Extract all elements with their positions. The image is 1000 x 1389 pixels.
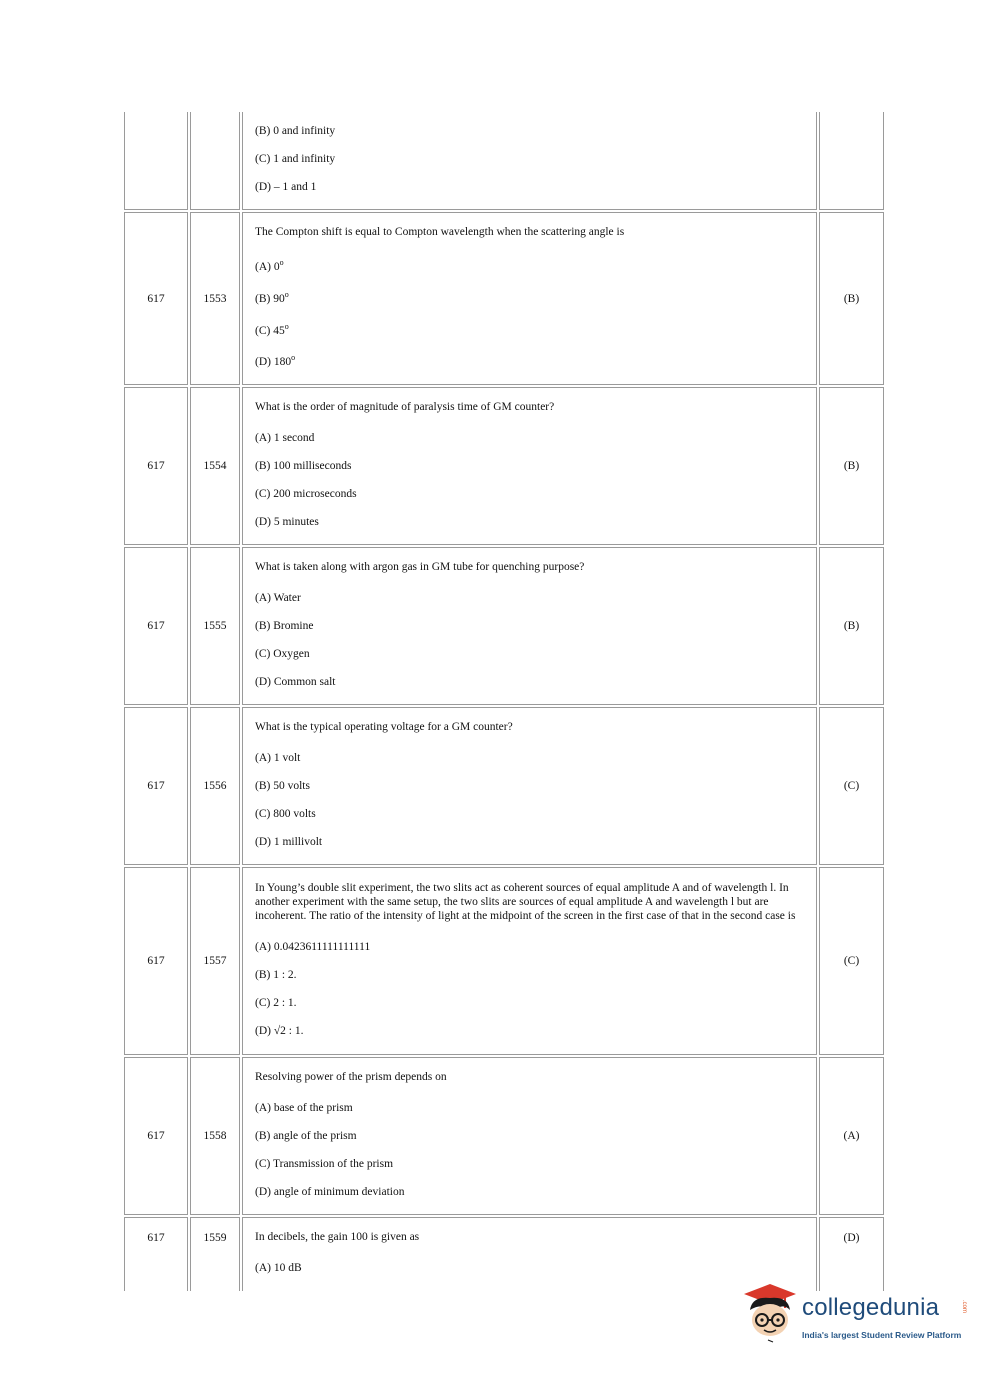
- question-text: The Compton shift is equal to Compton wavelength when the scattering angle is: [255, 226, 625, 238]
- option-c: (C) 45$^o$: [255, 321, 289, 337]
- option-a: (A) 0.0423611111111111: [255, 941, 371, 954]
- question-text: What is taken along with argon gas in GM tube for quenching purpose?: [255, 561, 585, 574]
- option-d: (D) – 1 and 1: [255, 181, 317, 193]
- option-b: (B) 90$^o$: [255, 289, 289, 305]
- question-id-cell: 1558: [190, 1057, 240, 1215]
- option-a: (A) Water: [255, 592, 301, 605]
- table-row: [124, 1057, 884, 1215]
- answer-cell: (B): [819, 212, 884, 385]
- question-id-cell: 1553: [190, 212, 240, 385]
- answer-cell: (B): [819, 387, 884, 545]
- answer-cell: (C): [819, 867, 884, 1055]
- answer-cell: (A): [819, 1057, 884, 1215]
- question-text: Resolving power of the prism depends on: [255, 1071, 447, 1084]
- brand-watermark: [740, 1282, 970, 1352]
- answer-cell: (B): [819, 547, 884, 705]
- paper-code-cell: [124, 112, 188, 210]
- question-cell: [242, 867, 817, 1055]
- option-d: (D) 180$^o$: [255, 353, 296, 369]
- question-text: What is the typical operating voltage for a GM counter?: [255, 721, 513, 734]
- paper-code-cell: 617: [124, 707, 188, 865]
- option-b: (B) Bromine: [255, 620, 314, 633]
- option-d: (D) √2 : 1.: [255, 1025, 304, 1038]
- option-b: (B) 0 and infinity: [255, 125, 336, 137]
- paper-code-cell: 617: [124, 212, 188, 385]
- option-a: (A) 0$^o$: [255, 258, 284, 273]
- option-c: (C) 200 microseconds: [255, 488, 357, 501]
- paper-code-cell: 617: [124, 1057, 188, 1215]
- question-cell: [242, 212, 817, 385]
- option-b: (B) 1 : 2.: [255, 969, 297, 982]
- option-c: (C) 2 : 1.: [255, 997, 297, 1010]
- option-a: (A) 10 dB: [255, 1262, 302, 1275]
- question-text: In decibels, the gain 100 is given as: [255, 1231, 420, 1244]
- paper-code-cell: 617: [124, 1217, 188, 1291]
- answer-cell: (D): [819, 1217, 884, 1291]
- option-d: (D) 5 minutes: [255, 516, 319, 529]
- paper-code-cell: 617: [124, 387, 188, 545]
- student-mascot-icon: [740, 1282, 800, 1346]
- question-cell: [242, 112, 817, 210]
- table-row: [124, 707, 884, 865]
- question-text: What is the order of magnitude of paralysis time of GM counter?: [255, 401, 555, 414]
- question-cell: [242, 1217, 817, 1291]
- answer-cell: (C): [819, 707, 884, 865]
- brand-suffix: .com: [961, 1300, 967, 1314]
- option-d: (D) angle of minimum deviation: [255, 1186, 405, 1199]
- option-a: (A) base of the prism: [255, 1102, 353, 1115]
- paper-code-cell: 617: [124, 547, 188, 705]
- option-a: (A) 1 second: [255, 432, 315, 445]
- paper-code-cell: 617: [124, 867, 188, 1055]
- question-id-cell: 1559: [190, 1217, 240, 1291]
- question-cell: [242, 707, 817, 865]
- option-d: (D) 1 millivolt: [255, 836, 323, 849]
- brand-tagline: India's largest Student Review Platform: [802, 1330, 962, 1340]
- option-c: (C) 800 volts: [255, 808, 316, 821]
- option-a: (A) 1 volt: [255, 752, 301, 765]
- question-id-cell: 1556: [190, 707, 240, 865]
- question-id-cell: [190, 112, 240, 210]
- option-b: (B) angle of the prism: [255, 1130, 357, 1143]
- table-row: [124, 387, 884, 545]
- question-id-cell: 1557: [190, 867, 240, 1055]
- option-b: (B) 100 milliseconds: [255, 460, 352, 473]
- table-row: [124, 112, 884, 210]
- answer-cell: [819, 112, 884, 210]
- question-id-cell: 1555: [190, 547, 240, 705]
- question-cell: [242, 387, 817, 545]
- option-c: (C) Oxygen: [255, 648, 310, 661]
- brand-name: collegedunia: [802, 1294, 940, 1321]
- question-table: [122, 110, 886, 1293]
- question-cell: [242, 547, 817, 705]
- question-id-cell: 1554: [190, 387, 240, 545]
- option-c: (C) Transmission of the prism: [255, 1158, 394, 1171]
- table-row: [124, 867, 884, 1055]
- option-c: (C) 1 and infinity: [255, 153, 336, 165]
- question-cell: [242, 1057, 817, 1215]
- option-d: (D) Common salt: [255, 676, 336, 689]
- question-text: In Young’s double slit experiment, the two slits act as coherent sources of equal amplitude A and of wavelength l. In another experiment with the same setup, the two slits are sources of equal amplitude A and wavelength l but are incoherent. The ratio of the intensity of light at the midpoint of the screen in the first case of that in the second case is: [255, 882, 796, 923]
- table-row: [124, 212, 884, 385]
- table-row: [124, 547, 884, 705]
- table-row: [124, 1217, 884, 1291]
- option-b: (B) 50 volts: [255, 780, 310, 793]
